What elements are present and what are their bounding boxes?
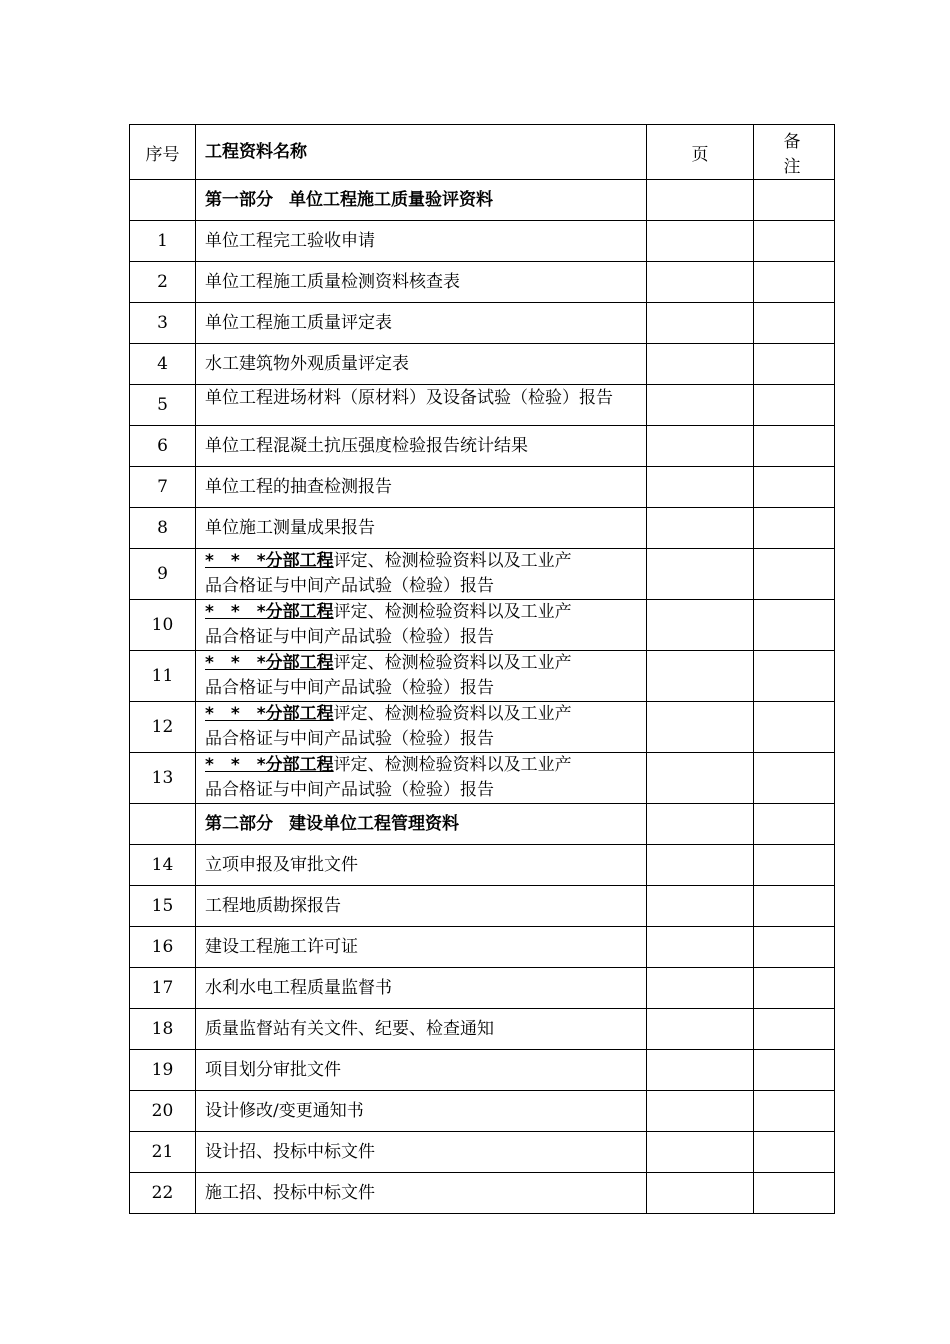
table-row: 10 * * *分部工程评定、检测检验资料以及工业产 品合格证与中间产品试验（检验）报告 <box>130 600 835 651</box>
table-header-row <box>130 125 835 180</box>
subitem-prefix: * * *分部工程 <box>205 653 334 673</box>
header-name: 工程资料名称 <box>196 125 647 180</box>
section-1-label: 第一部分 <box>205 189 273 210</box>
subitem-prefix: * * *分部工程 <box>205 602 334 622</box>
table-row: 19 项目划分审批文件 <box>130 1050 835 1091</box>
header-remark: 备注 <box>754 125 835 180</box>
table-row: 8 单位施工测量成果报告 <box>130 508 835 549</box>
section-1-title: 单位工程施工质量验评资料 <box>289 189 493 210</box>
table-row: 6 单位工程混凝土抗压强度检验报告统计结果 <box>130 426 835 467</box>
table-row: 1 单位工程完工验收申请 <box>130 221 835 262</box>
section-2-title: 建设单位工程管理资料 <box>289 813 459 834</box>
table-row: 9 * * *分部工程评定、检测检验资料以及工业产 品合格证与中间产品试验（检验）报告 <box>130 549 835 600</box>
header-seq: 序号 <box>130 125 196 180</box>
section-title-row <box>130 804 835 845</box>
subitem-prefix: * * *分部工程 <box>205 704 334 724</box>
table-row: 11 * * *分部工程评定、检测检验资料以及工业产 品合格证与中间产品试验（检验）报告 <box>130 651 835 702</box>
table-row: 22 施工招、投标中标文件 <box>130 1173 835 1214</box>
table-row: 5 单位工程进场材料（原材料）及设备试验（检验）报告 <box>130 385 835 426</box>
table-row: 2 单位工程施工质量检测资料核查表 <box>130 262 835 303</box>
table-row: 14 立项申报及审批文件 <box>130 845 835 886</box>
table-row: 13 * * *分部工程评定、检测检验资料以及工业产 品合格证与中间产品试验（检验）报告 <box>130 753 835 804</box>
header-page: 页 <box>647 125 754 180</box>
table-row: 7 单位工程的抽查检测报告 <box>130 467 835 508</box>
section-2-label: 第二部分 <box>205 813 273 834</box>
table-row: 3 单位工程施工质量评定表 <box>130 303 835 344</box>
table-row: 4 水工建筑物外观质量评定表 <box>130 344 835 385</box>
table-row: 20 设计修改/变更通知书 <box>130 1091 835 1132</box>
table-row: 12 * * *分部工程评定、检测检验资料以及工业产 品合格证与中间产品试验（检验）报告 <box>130 702 835 753</box>
section-title-row <box>130 180 835 221</box>
document-table <box>129 124 835 1214</box>
table-row: 17 水利水电工程质量监督书 <box>130 968 835 1009</box>
table-row: 15 工程地质勘探报告 <box>130 886 835 927</box>
subitem-prefix: * * *分部工程 <box>205 551 334 571</box>
table-row: 16 建设工程施工许可证 <box>130 927 835 968</box>
table-row: 18 质量监督站有关文件、纪要、检查通知 <box>130 1009 835 1050</box>
subitem-prefix: * * *分部工程 <box>205 755 334 775</box>
table-row: 21 设计招、投标中标文件 <box>130 1132 835 1173</box>
